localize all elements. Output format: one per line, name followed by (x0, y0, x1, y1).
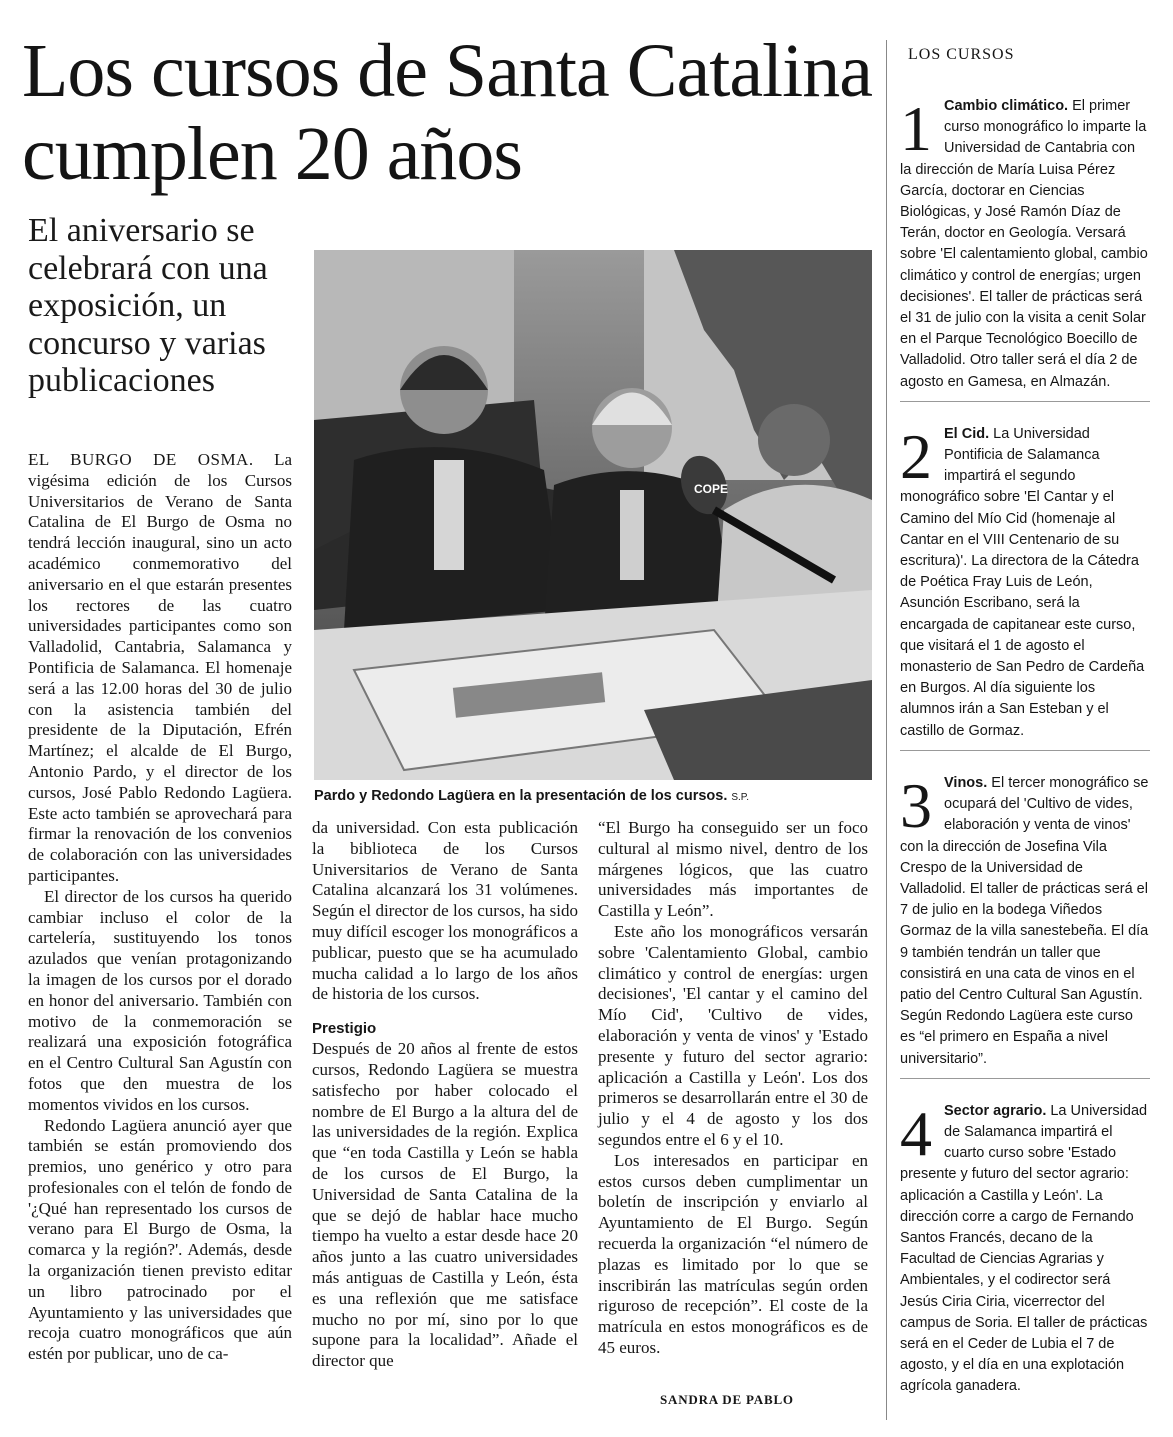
headline: Los cursos de Santa Catalina cumplen 20 años (22, 29, 873, 196)
lead-paragraph (28, 450, 292, 887)
course-number: 4 (900, 1097, 932, 1169)
course-description: La Universidad Pontificia de Salamanca impartirá el segundo monográfico sobre 'El Cantar y el Camino del Mío Cid (homenaje al Cantar en el VIII Centenario de su escritura)'. La directora de la Cátedra de Poética Fray Luis de León, Asunción Escribano, será la encargada de capitanear este curso, que visitará el 1 de agosto el monasterio de San Pedro de Cardeña en Burgos. Al día siguiente los alumnos irán a San Esteban y el castillo de Gormaz. (900, 425, 1145, 739)
course-item (900, 769, 1150, 1079)
paragraph: El director de los cursos ha querido cambiar incluso el color de la cartelería, sustituyendo los tonos azulados que venían protagonizando la imagen de los cursos por el dorado en honor del aniversario. También con motivo de la conmemoración se realizará una exposición fotográfica en el Centro Cultural San Agustín con fotos que den muestra de los momentos vividos en los cursos. (28, 886, 292, 1114)
course-description: El primer curso monográfico lo imparte la Universidad de Cantabria con la dirección de María Luisa Pérez García, doctorar en Ciencias Biológicas, y José Ramón Díaz de Terán, doctor en Geología. Versará sobre 'El calentamiento global, cambio climático y control de energías; urgen decisiones'. El taller de prácticas será el 31 de julio con la visita a cenit Solar en el Parque Tecnológico Boecillo de Valladolid. Otro taller será el día 2 de agosto en Gamesa, en Almazán. (900, 98, 1148, 390)
paragraph: “El Burgo ha conseguido ser un foco cultural al mismo nivel, dentro de los márgenes lógicos, que las cuatro universidades más importantes de Castilla y León”. (598, 818, 868, 921)
course-description: El tercer monográfico se ocupará del 'Cultivo de vides, elaboración y venta de vinos' con la dirección de Josefina Vila Crespo de la Universidad de Valladolid. El taller de prácticas será el 7 de julio en la bodega Viñedos Gormaz de la villa sanestebeña. El día 9 también tendrán un taller que consistirá en una cata de vinos en el patio del Centro Cultural San Agustín. Según Redondo Lagüera este curso es “el primero en España a nivel universitario”. (900, 774, 1149, 1067)
press-photo (314, 250, 872, 780)
sidebar-divider (886, 40, 887, 1420)
article-column-3 (598, 818, 868, 1359)
sidebar-los-cursos (900, 40, 1150, 1428)
article-column-1 (28, 450, 292, 1365)
course-title: El Cid. (944, 425, 990, 442)
subhead: Prestigio (312, 1020, 377, 1038)
course-description: La Universidad de Salamanca impartirá el cuarto curso sobre 'Estado presente y futuro del sector agrario: aplicación a Castilla y León'. La dirección corre a cargo de Fernando Santos Francés, decano de la Facultad de Ciencias Agrarias y Ambientales, y el codirector será Jesús Ciria Ciria, vicerrector del campus de Soria. El taller de prácticas será en el Ceder de Lubia el 7 de agosto, y el día en una explotación agrícola ganadera. (900, 1102, 1148, 1395)
course-number: 1 (900, 93, 932, 164)
deck-subheadline: El aniversario se celebrará con una exposición, un concurso y varias publicaciones (28, 212, 268, 399)
paragraph: Después de 20 años al frente de estos cursos, Redondo Lagüera se muestra satisfecho por haber colocado el nombre de El Burgo a la altura del de las universidades de la región. Explica que “en toda Castilla y León se habla de los cursos de El Burgo, la Universidad de Santa Catalina de la que se dejó de hablar hace mucho tiempo ha vuelto a estar desde hace 20 años junto a las cuatro universidades más antiguas de Castilla y León, ésta es una reflexión que me satisface mucho no por mí, sino por lo que supone para la localidad”. Añade el director que (312, 1039, 578, 1371)
photo-credit: S.P. (731, 792, 749, 803)
paragraph: Este año los monográficos versarán sobre 'Calentamiento Global, cambio climático y control de energías: urgen decisiones', 'El cantar y el camino del Mío Cid', 'Cultivo de vides, elaboración y venta de vinos' y 'Estado presente y futuro del sector agrario: aplicación a Castilla y León'. Los dos primeros se desarrollarán entre el 30 de julio y el 4 de agosto y los dos segundos entre el 6 y el 10. (598, 921, 868, 1149)
sidebar-title: LOS CURSOS (908, 46, 1015, 63)
course-title: Vinos. (944, 774, 988, 791)
microphone-logo: COPE (694, 482, 729, 496)
dateline: EL BURGO DE OSMA. (28, 450, 254, 469)
article-column-2 (312, 818, 578, 1372)
paragraph: da universidad. Con esta publicación la biblioteca de los Cursos Universitarios de Verano de Santa Catalina alcanzará los 31 volúmenes. Según el director de los cursos, ha sido muy difícil escoger los monográficos a publicar, puesto que se ha acumulado mucha calidad a lo largo de los años de historia de los cursos. (312, 818, 578, 1004)
press-conference-image (314, 250, 872, 780)
course-item (900, 420, 1150, 751)
caption-text: Pardo y Redondo Lagüera en la presentación de los cursos. (314, 788, 728, 804)
course-title: Sector agrario. (944, 1102, 1047, 1119)
course-item (900, 1097, 1150, 1406)
photo-caption (314, 788, 874, 804)
byline: SANDRA DE PABLO (660, 1392, 794, 1407)
course-number: 3 (900, 769, 932, 841)
course-number: 2 (900, 420, 932, 492)
paragraph: Los interesados en participar en estos cursos deben cumplimentar un boletín de inscripción y enviarlo al Ayuntamiento de El Burgo. Según recuerda la organización “el número de plazas es limitado por lo que se inscribirán las matrículas según orden riguroso de recepción”. El coste de la matrícula en estos monográficos es de 45 euros. (598, 1150, 868, 1357)
course-title: Cambio climático. (944, 98, 1069, 114)
paragraph-text: La vigésima edición de los Cursos Universitarios de Verano de Santa Catalina de El Burgo de Osma no tendrá lección inaugural, sino un acto académico conmemorativo del aniversario en el que estarán presentes los rectores de las cuatro universidades participantes como son Valladolid, Cantabria, Salamanca y Pontificia de Salamanca. El homenaje será a las 12.00 horas del 30 de julio con la asistencia también del presidente de la Diputación, Efrén Martínez; el alcalde de El Burgo, Antonio Pardo, y el director de los cursos, José Pablo Redondo Lagüera. Este acto también se aprovechará para firmar la renovación de los convenios de colaboración con las universidades participantes. (28, 450, 292, 885)
course-item (900, 93, 1150, 402)
paragraph: Redondo Lagüera anunció ayer que también se están promoviendo dos premios, uno genérico y otro para profesionales con el telón de fondo de '¿Qué han representado los cursos de verano para El Burgo de Osma, la comarca y la región?'. Además, desde la organización tienen previsto editar un libro patrocinado por el Ayuntamiento y las universidades que recoja cuatro monográficos que aún estén por publicar, uno de ca- (28, 1115, 292, 1364)
